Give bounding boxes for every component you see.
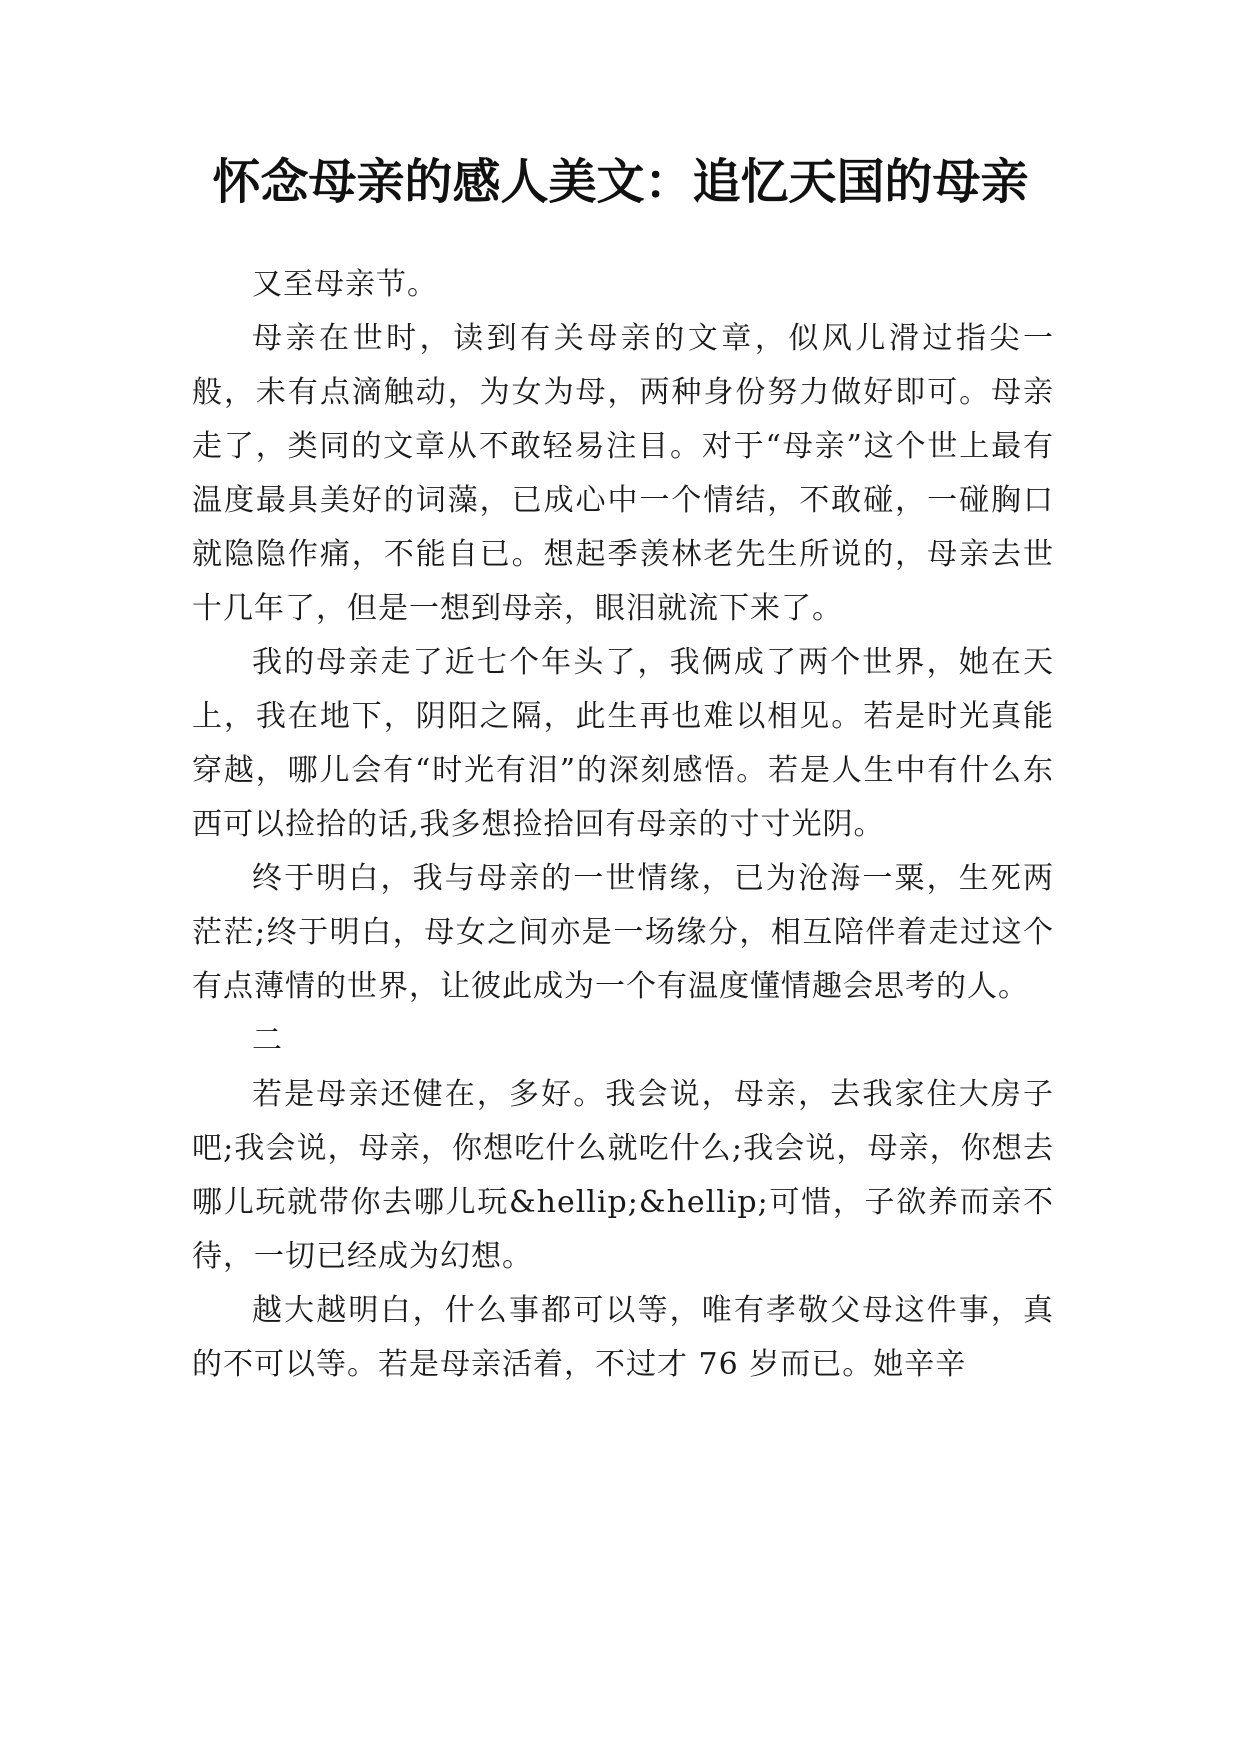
paragraph: 我的母亲走了近七个年头了，我俩成了两个世界，她在天上，我在地下，阴阳之隔，此生再也难以相见。若是时光真能穿越，哪儿会有“时光有泪”的深刻感悟。若是人生中有什么东西可以捡拾的话,我多想捡拾回有母亲的寸寸光阴。 bbox=[192, 645, 1054, 842]
document-body bbox=[192, 258, 1054, 1392]
paragraph: 母亲在世时，读到有关母亲的文章，似风儿滑过指尖一般，未有点滴触动，为女为母，两种身份努力做好即可。母亲走了，类同的文章从不敢轻易注目。对于“母亲”这个世上最有温度最具美好的词藻，已成心中一个情结，不敢碰，一碰胸口就隐隐作痛，不能自已。想起季羡林老先生所说的，母亲去世十几年了，但是一想到母亲，眼泪就流下来了。 bbox=[192, 321, 1054, 626]
paragraph: 若是母亲还健在，多好。我会说，母亲，去我家住大房子吧;我会说，母亲，你想吃什么就吃什么;我会说，母亲，你想去哪儿玩就带你去哪儿玩&hellip;&hellip;可惜，子欲养而亲不待，一切已经成为幻想。 bbox=[192, 1077, 1054, 1274]
section-number: 二 bbox=[252, 1023, 283, 1058]
paragraph: 越大越明白，什么事都可以等，唯有孝敬父母这件事，真的不可以等。若是母亲活着，不过才 76 岁而已。她辛辛 bbox=[192, 1293, 1054, 1382]
document-title: 怀念母亲的感人美文：追忆天国的母亲 bbox=[212, 154, 1029, 210]
paragraph: 终于明白，我与母亲的一世情缘，已为沧海一粟，生死两茫茫;终于明白，母女之间亦是一场缘分，相互陪伴着走过这个有点薄情的世界，让彼此成为一个有温度懂情趣会思考的人。 bbox=[192, 861, 1054, 1004]
paragraph: 又至母亲节。 bbox=[252, 267, 438, 302]
